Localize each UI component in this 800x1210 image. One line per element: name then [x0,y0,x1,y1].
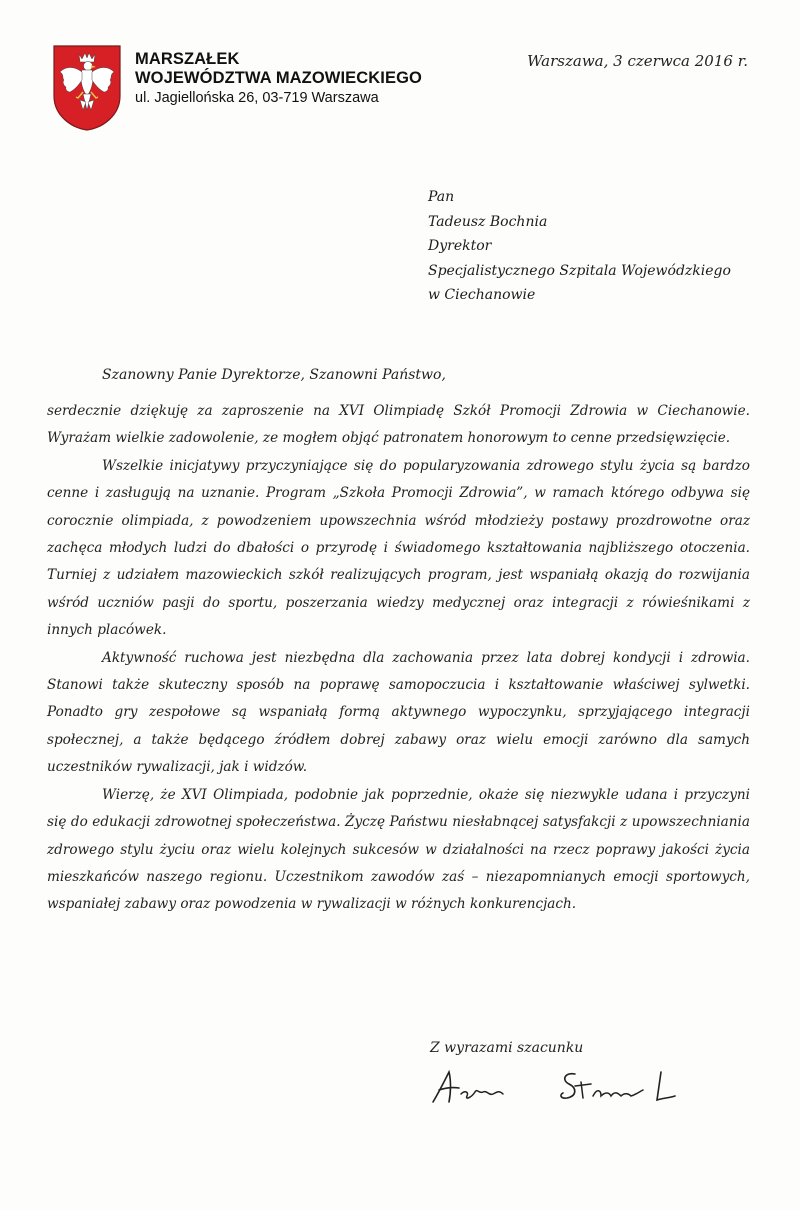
eagle-coat-of-arms-icon [52,44,122,132]
handwritten-signature [425,1062,695,1112]
letterhead-title: MARSZAŁEK [135,50,240,68]
recipient-line: Dyrektor [428,238,492,254]
salutation: Szanowny Panie Dyrektorze, Szanowni Państwo, [102,367,446,383]
paragraph: Aktywność ruchowa jest niezbędna dla zachowania przez lata dobrej kondycji i zdrowia. Stanowi także skuteczny sposób na poprawę samopoczucia i kształtowanie właściwej sylwetki. Ponadto gry zespołowe są wspaniałą formą aktywnego wypoczynku, sprzyjającego integracji społecznej, a także będącego źródłem dobrej zabawy oraz wielu emocji zarówno dla samych uczestników rywalizacji, jak i widzów. [47,649,750,776]
closing: Z wyrazami szacunku [430,1040,584,1056]
recipient-line: Pan [428,189,455,205]
letter-date: Warszawa, 3 czerwca 2016 r. [527,52,748,70]
letterhead-address: ul. Jagiellońska 26, 03-719 Warszawa [135,90,379,106]
letter-body [47,398,750,919]
recipient-block [428,185,731,308]
recipient-line: w Ciechanowie [428,287,536,303]
paragraph: Wszelkie inicjatywy przyczyniające się do popularyzowania zdrowego stylu życia są bardzo cenne i zasługują na uznanie. Program „Szkoła Promocji Zdrowia”, w ramach którego odbywa się corocznie olimpiada, z powodzeniem upowszechnia wśród młodzieży postawy prozdrowotne oraz zachęca młodych ludzi do dbałości o przyrodę i świadomego kształtowania najbliższego otoczenia. Turniej z udziałem mazowieckich szkół realizujących program, jest wspaniałą okazją do rozwijania wśród uczniów pasji do sportu, poszerzania wiedzy medycznej oraz integracji z rówieśnikami z innych placówek. [47,457,750,639]
letterhead-subtitle: WOJEWÓDZTWA MAZOWIECKIEGO [135,69,422,87]
letterhead [135,50,422,108]
paragraph: serdecznie dziękuję za zaproszenie na XVI Olimpiadę Szkół Promocji Zdrowia w Ciechanowie. Wyrażam wielkie zadowolenie, ze mogłem objąć patronatem honorowym to cenne przedsięwzięcie. [47,403,750,447]
recipient-line: Specjalistycznego Szpitala Wojewódzkiego [428,262,731,279]
paragraph: Wierzę, że XVI Olimpiada, podobnie jak poprzednie, okaże się niezwykle udana i przyczyni się do edukacji zdrowotnej społeczeństwa. Życzę Państwu niesłabnącej satysfakcji z upowszechniania zdrowego stylu życiu oraz wielu kolejnych sukcesów w działalności na rzecz poprawy jakości życia mieszkańców naszego regionu. Uczestnikom zawodów zaś – niezapomnianych emocji sportowych, wspaniałej zabawy oraz powodzenia w rywalizacji w różnych konkurencjach. [47,786,750,913]
recipient-line: Tadeusz Bochnia [428,213,548,230]
